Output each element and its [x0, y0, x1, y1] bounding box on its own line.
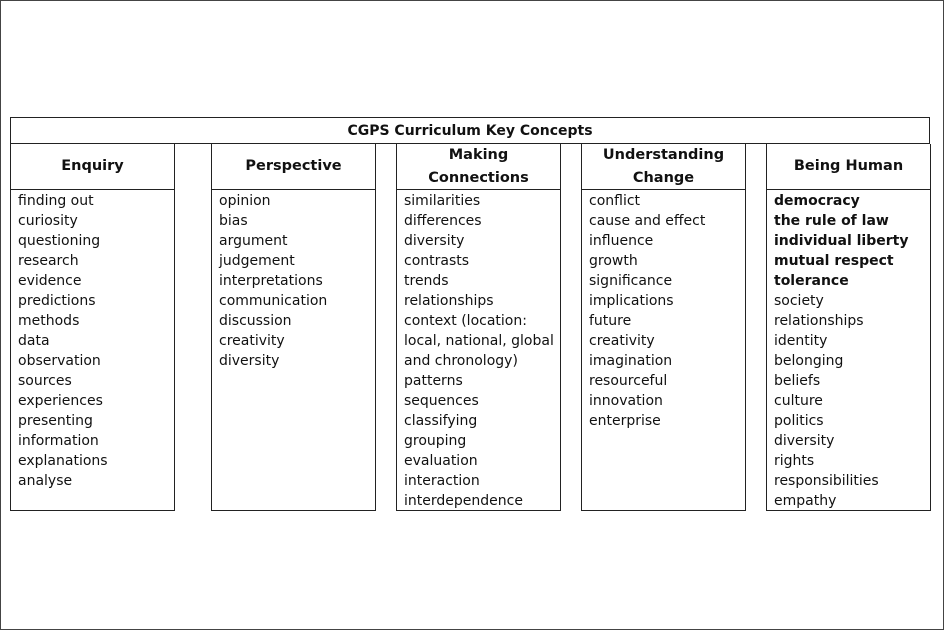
concept-item: bias [219, 213, 248, 229]
column-list [211, 190, 376, 511]
concept-item: mutual respect [774, 253, 894, 269]
concept-item: predictions [18, 293, 96, 309]
concept-item: research [18, 253, 79, 269]
concept-item: cause and effect [589, 213, 706, 229]
concept-item: similarities [404, 193, 481, 209]
concept-item: the rule of law [774, 213, 889, 229]
concept-item: finding out [18, 193, 94, 209]
column-list [581, 190, 746, 511]
concept-item: grouping [404, 433, 467, 449]
column-heading [211, 144, 376, 190]
concept-item: judgement [219, 253, 295, 269]
column-heading [10, 144, 175, 190]
concept-item: curiosity [18, 213, 78, 229]
concept-item: evidence [18, 273, 82, 289]
concept-item: politics [774, 413, 824, 429]
concept-item: classifying [404, 413, 478, 429]
concept-item: explanations [18, 453, 108, 469]
concept-item: relationships [404, 293, 494, 309]
concept-item: interdependence [404, 493, 523, 509]
concept-item: diversity [219, 353, 280, 369]
concept-item: sources [18, 373, 72, 389]
concept-item: diversity [404, 233, 465, 249]
concept-item: identity [774, 333, 828, 349]
concept-item: significance [589, 273, 673, 289]
column-heading [766, 144, 931, 190]
concept-item: democracy [774, 193, 860, 209]
concept-item: evaluation [404, 453, 478, 469]
concept-item: experiences [18, 393, 103, 409]
concept-item: opinion [219, 193, 271, 209]
concept-item: analyse [18, 473, 73, 489]
column-heading-text: Being Human [793, 158, 904, 174]
concept-item: context (location: [404, 313, 527, 329]
concept-item: communication [219, 293, 328, 309]
column-making-connections [396, 144, 561, 511]
column-list [766, 190, 931, 511]
concept-item: creativity [589, 333, 655, 349]
concept-item: patterns [404, 373, 463, 389]
concept-item: differences [404, 213, 482, 229]
concept-item: methods [18, 313, 80, 329]
table-title-text: CGPS Curriculum Key Concepts [347, 122, 593, 139]
concept-item: innovation [589, 393, 663, 409]
concept-item: implications [589, 293, 674, 309]
concept-item: observation [18, 353, 101, 369]
concept-item: interpretations [219, 273, 323, 289]
column-list [396, 190, 561, 511]
concept-item: rights [774, 453, 815, 469]
concept-item: relationships [774, 313, 864, 329]
column-heading [581, 144, 746, 190]
concept-item: information [18, 433, 99, 449]
concept-item: sequences [404, 393, 479, 409]
concept-item: tolerance [774, 273, 849, 289]
column-perspective [211, 144, 376, 511]
column-heading-text: Enquiry [61, 158, 124, 174]
concept-item: future [589, 313, 632, 329]
table-title [10, 117, 930, 144]
column-understanding-change [581, 144, 746, 511]
column-heading-text: Making Connections [428, 146, 529, 186]
column-list [10, 190, 175, 511]
concept-item: growth [589, 253, 638, 269]
concept-item: imagination [589, 353, 673, 369]
concept-item: responsibilities [774, 473, 879, 489]
concept-item: discussion [219, 313, 292, 329]
concept-item: and chronology) [404, 353, 518, 369]
concept-item: data [18, 333, 50, 349]
concept-item: beliefs [774, 373, 821, 389]
concept-item: contrasts [404, 253, 470, 269]
concept-item: argument [219, 233, 288, 249]
concept-item: society [774, 293, 824, 309]
column-heading-text: Understanding Change [602, 146, 725, 186]
concept-item: creativity [219, 333, 285, 349]
concept-item: culture [774, 393, 823, 409]
column-enquiry [10, 144, 175, 511]
concept-item: belonging [774, 353, 844, 369]
concept-item: enterprise [589, 413, 661, 429]
column-heading [396, 144, 561, 190]
concept-item: local, national, global [404, 333, 554, 349]
concept-item: questioning [18, 233, 101, 249]
concept-item: individual liberty [774, 233, 909, 249]
concept-item: empathy [774, 493, 837, 509]
column-heading-text: Perspective [245, 158, 342, 174]
concept-item: interaction [404, 473, 480, 489]
column-being-human [766, 144, 931, 511]
concept-item: conflict [589, 193, 641, 209]
concept-item: diversity [774, 433, 835, 449]
concept-item: trends [404, 273, 449, 289]
concept-item: presenting [18, 413, 93, 429]
concept-item: resourceful [589, 373, 668, 389]
concept-item: influence [589, 233, 654, 249]
